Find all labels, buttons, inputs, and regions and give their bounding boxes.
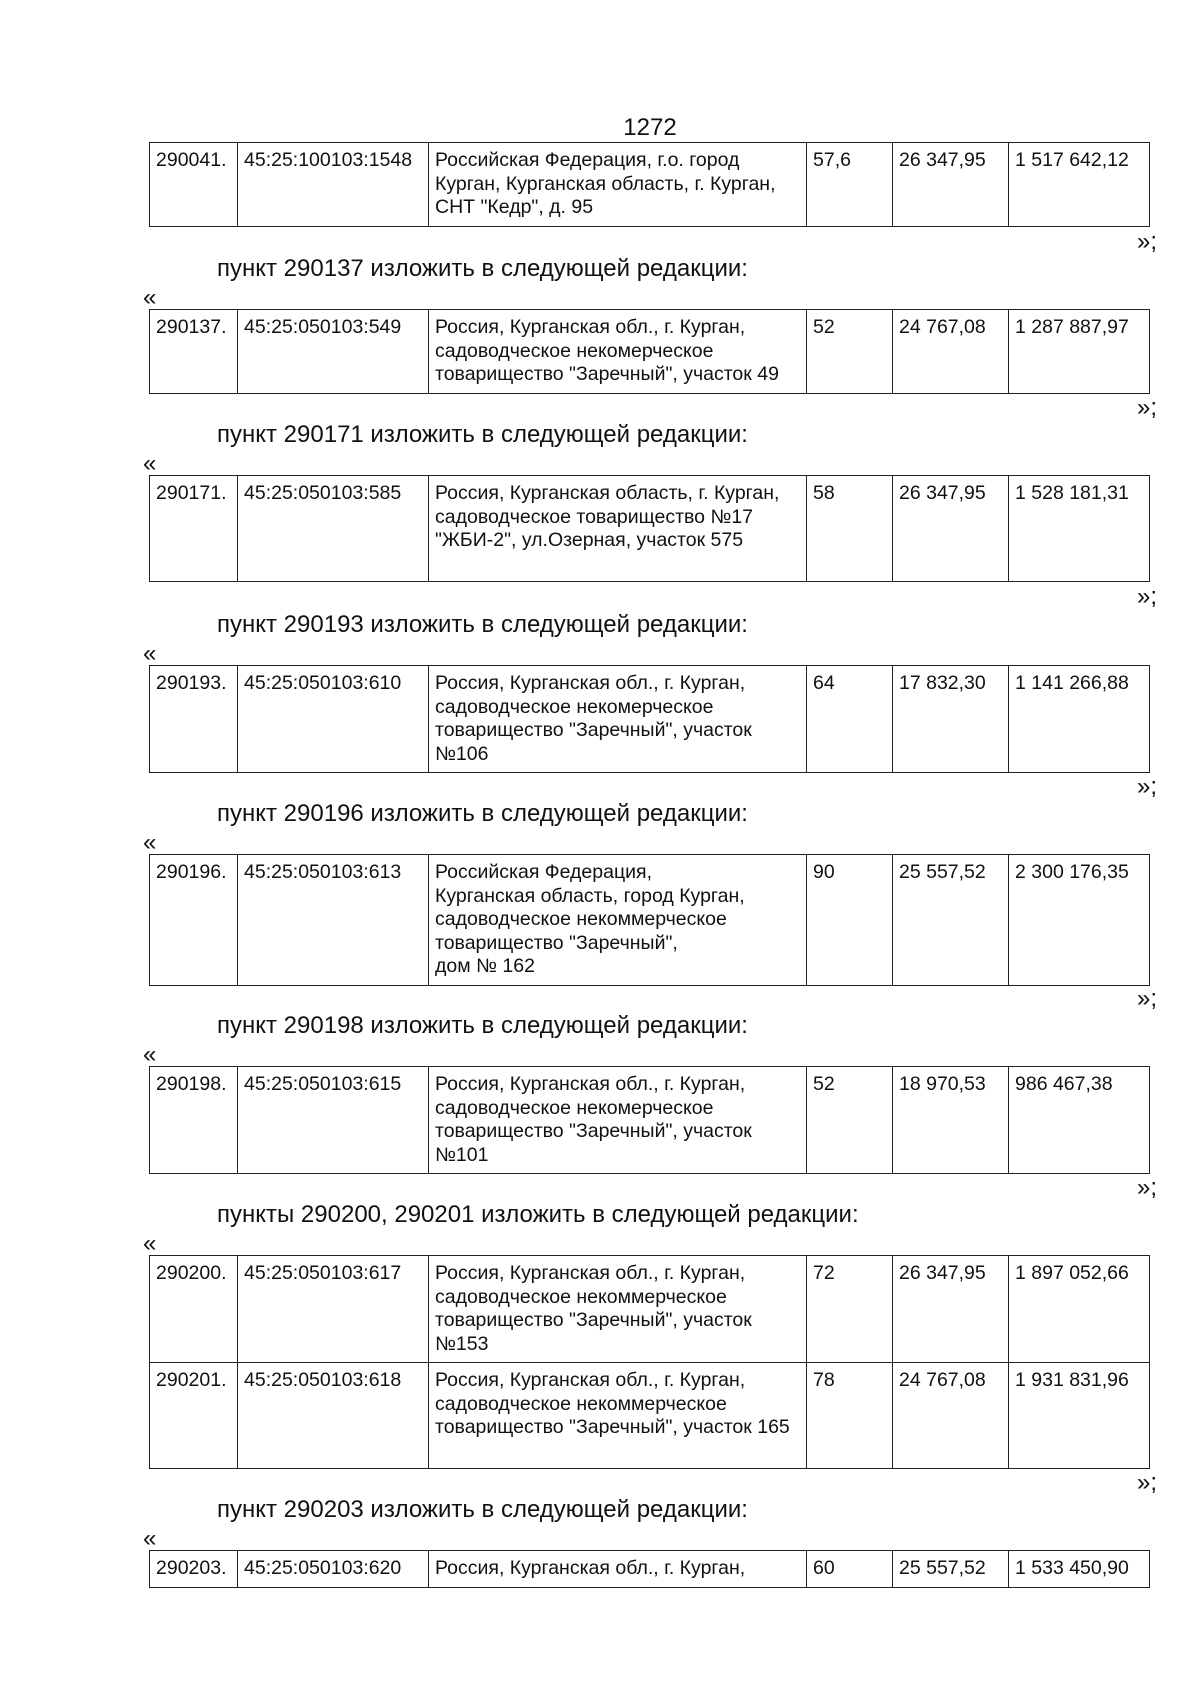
unit-price: 25 557,52 [893,1551,1009,1588]
cadastral-number: 45:25:100103:1548 [238,143,429,227]
address: Россия, Курганская обл., г. Курган, садоводческое некомерческое товарищество "Заречный", участок №101 [429,1067,807,1174]
unit-price: 18 970,53 [893,1067,1009,1174]
unit-price: 24 767,08 [893,1363,1009,1469]
area: 64 [807,666,893,773]
address: Россия, Курганская обл., г. Курган, садоводческое некоммерческое товарищество "Заречный", участок 165 [429,1363,807,1469]
opening-quote: « [143,450,157,477]
closing-quote: »; [1136,773,1157,800]
cadastral-number: 45:25:050103:617 [238,1256,429,1363]
item-number: 290137. [150,310,238,394]
address-line: Российская Федерация, [435,861,653,883]
amendment-heading: пункт 290196 изложить в следующей редакции: [217,800,748,827]
amendment-table [149,475,1150,582]
amendment-heading: пункт 290198 изложить в следующей редакции: [217,1012,748,1039]
item-number: 290198. [150,1067,238,1174]
area: 57,6 [807,143,893,227]
closing-quote: »; [1136,1174,1157,1201]
table-row [150,855,1150,986]
closing-quote: »; [1136,583,1157,610]
closing-quote: »; [1136,1469,1157,1496]
amendment-table [149,1550,1150,1588]
opening-quote: « [143,284,157,311]
unit-price: 25 557,52 [893,855,1009,986]
item-number: 290196. [150,855,238,986]
area: 58 [807,476,893,582]
total-value: 1 897 052,66 [1009,1256,1150,1363]
closing-quote: »; [1136,394,1157,421]
address-line: Курганская область, город Курган, [435,884,745,907]
cadastral-number: 45:25:050103:618 [238,1363,429,1469]
opening-quote: « [143,829,157,856]
total-value: 1 528 181,31 [1009,476,1150,582]
address-line: товарищество "Заречный", [435,931,678,954]
total-value: 1 931 831,96 [1009,1363,1150,1469]
item-number: 290201. [150,1363,238,1469]
area: 52 [807,1067,893,1174]
unit-price: 24 767,08 [893,310,1009,394]
cadastral-number: 45:25:050103:613 [238,855,429,986]
cadastral-number: 45:25:050103:620 [238,1551,429,1588]
table-row [150,310,1150,394]
unit-price: 26 347,95 [893,143,1009,227]
unit-price: 26 347,95 [893,1256,1009,1363]
table-row [150,143,1150,227]
amendment-heading: пункт 290171 изложить в следующей редакции: [217,421,748,448]
cadastral-number: 45:25:050103:585 [238,476,429,582]
amendment-table [149,854,1150,986]
item-number: 290200. [150,1256,238,1363]
area: 78 [807,1363,893,1469]
amendment-heading: пункт 290137 изложить в следующей редакции: [217,255,748,282]
item-number: 290041. [150,143,238,227]
total-value: 1 533 450,90 [1009,1551,1150,1588]
area: 52 [807,310,893,394]
total-value: 986 467,38 [1009,1067,1150,1174]
address: Российская Федерация, г.о. город Курган, Курганская область, г. Курган, СНТ "Кедр", д. 95 [429,143,807,227]
address: Россия, Курганская обл., г. Курган, садоводческое некомерческое товарищество "Заречный", участок №106 [429,666,807,773]
address: Россия, Курганская область, г. Курган, садоводческое товарищество №17 "ЖБИ-2", ул.Озерная, участок 575 [429,476,807,582]
total-value: 1 287 887,97 [1009,310,1150,394]
total-value: 1 141 266,88 [1009,666,1150,773]
closing-quote: »; [1136,985,1157,1012]
table-row [150,1067,1150,1174]
amendment-table [149,1255,1150,1469]
item-number: 290171. [150,476,238,582]
unit-price: 17 832,30 [893,666,1009,773]
opening-quote: « [143,1525,157,1552]
closing-quote: »; [1136,228,1157,255]
opening-quote: « [143,1230,157,1257]
cadastral-number: 45:25:050103:549 [238,310,429,394]
table-row [150,476,1150,582]
item-number: 290193. [150,666,238,773]
amendment-heading: пункты 290200, 290201 изложить в следующей редакции: [217,1201,859,1228]
table-row [150,1551,1150,1588]
amendment-table [149,142,1150,227]
cadastral-number: 45:25:050103:615 [238,1067,429,1174]
address: Россия, Курганская обл., г. Курган, [429,1551,807,1588]
address-line: садоводческое некоммерческое [435,908,727,930]
amendment-table [149,665,1150,773]
area: 60 [807,1551,893,1588]
address: Россия, Курганская обл., г. Курган, садоводческое некомерческое товарищество "Заречный", участок 49 [429,310,807,394]
area: 90 [807,855,893,986]
address: Россия, Курганская обл., г. Курган, садоводческое некоммерческое товарищество "Заречный", участок №153 [429,1256,807,1363]
address-line: дом № 162 [435,955,535,977]
table-row [150,1363,1150,1469]
opening-quote: « [143,1041,157,1068]
amendment-heading: пункт 290203 изложить в следующей редакции: [217,1496,748,1523]
amendment-table [149,1066,1150,1174]
opening-quote: « [143,640,157,667]
total-value: 1 517 642,12 [1009,143,1150,227]
cadastral-number: 45:25:050103:610 [238,666,429,773]
table-row [150,1256,1150,1363]
total-value: 2 300 176,35 [1009,855,1150,986]
table-row [150,666,1150,773]
page-number: 1272 [623,114,677,141]
amendment-heading: пункт 290193 изложить в следующей редакции: [217,611,748,638]
area: 72 [807,1256,893,1363]
address [429,855,807,986]
item-number: 290203. [150,1551,238,1588]
unit-price: 26 347,95 [893,476,1009,582]
amendment-table [149,309,1150,394]
